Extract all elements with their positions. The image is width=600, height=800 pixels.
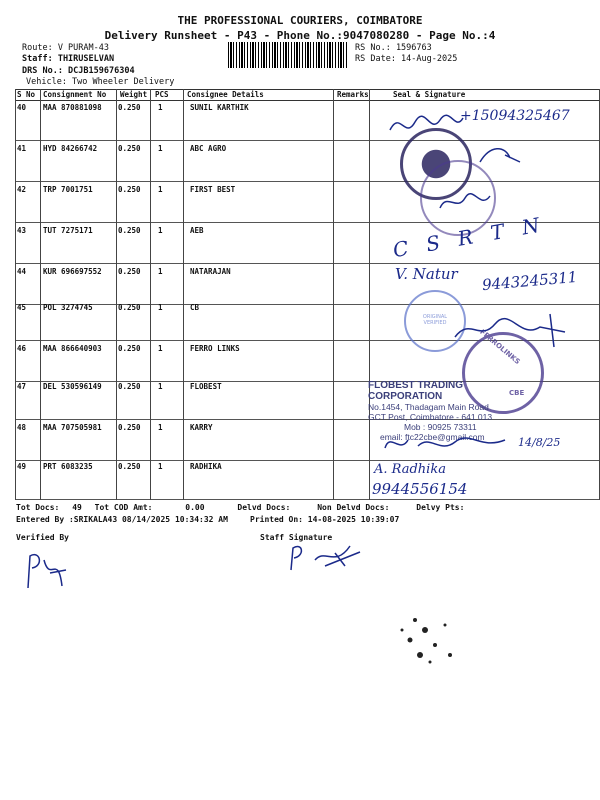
signature-row41 — [475, 140, 525, 170]
row-pcs: 1 — [158, 462, 163, 471]
company-title: THE PROFESSIONAL COURIERS, COIMBATORE — [177, 14, 423, 27]
footer-totals-line — [16, 503, 464, 512]
tot-docs-label: Tot Docs: — [16, 503, 60, 512]
signature-row48 — [380, 430, 510, 458]
column-divider — [183, 89, 184, 500]
col-seal-signature: Seal & Signature — [393, 90, 466, 99]
verified-by-label: Verified By — [16, 533, 69, 542]
row-weight: 0.250 — [118, 303, 141, 312]
row-pcs: 1 — [158, 103, 163, 112]
column-divider — [150, 89, 151, 500]
col-remarks: Remarks — [337, 90, 369, 99]
staff-signature-label: Staff Signature — [260, 533, 333, 542]
row-sno: 48 — [17, 423, 27, 432]
column-divider — [40, 89, 41, 500]
row-sno: 44 — [17, 267, 27, 276]
col-sno: S No — [17, 90, 36, 99]
handwritten-rtn-row43: C S R T N — [391, 211, 548, 263]
handwritten-phone-row49: 9944556154 — [372, 480, 468, 498]
ferrolinks-city: CBE — [509, 389, 525, 397]
row-consignment: KUR 696697552 — [43, 267, 102, 276]
col-consignee: Consignee Details — [187, 90, 264, 99]
column-divider — [333, 89, 334, 500]
tot-cod-value: 0.00 — [185, 503, 205, 512]
verified-by-signature — [20, 548, 70, 593]
table-row — [15, 459, 600, 500]
row-sno: 42 — [17, 185, 27, 194]
row-consignee: SUNIL KARTHIK — [190, 103, 249, 112]
row-weight: 0.250 — [118, 185, 141, 194]
handwritten-date-row48: 14/8/25 — [518, 436, 561, 449]
flobest-email: email: ftc22cbe@gmail.com — [380, 432, 485, 442]
handwritten-phone-row40: +15094325467 — [460, 108, 570, 124]
row-consignment: MAA 707505981 — [43, 423, 102, 432]
row-weight: 0.250 — [118, 423, 141, 432]
row-consignment: MAA 866640903 — [43, 344, 102, 353]
row-pcs: 1 — [158, 144, 163, 153]
handwritten-name-row49: A. Radhika — [374, 462, 446, 477]
row-consignee: RADHIKA — [190, 462, 222, 471]
delvy-pts-label: Delvy Pts: — [416, 503, 465, 512]
rs-date: RS Date: 14-Aug-2025 — [355, 54, 458, 64]
route-label: Route: V PURAM-43 — [22, 43, 109, 53]
row-weight: 0.250 — [118, 144, 141, 153]
vehicle-label: Vehicle: Two Wheeler Delivery — [26, 77, 175, 87]
row-weight: 0.250 — [118, 267, 141, 276]
col-consignment: Consignment No — [43, 90, 107, 99]
ferrolinks-text: FERROLINKS — [478, 327, 522, 367]
row-pcs: 1 — [158, 303, 163, 312]
staff-signature — [285, 538, 365, 573]
row-sno: 40 — [17, 103, 27, 112]
column-divider — [116, 89, 117, 500]
row-sno: 45 — [17, 303, 27, 312]
row-consignment: DEL 530596149 — [43, 382, 102, 391]
row-consignee: KARRY — [190, 423, 213, 432]
col-weight: Weight — [120, 90, 148, 99]
drs-number: DRS No.: DCJB159676304 — [22, 66, 135, 76]
rs-number: RS No.: 1596763 — [355, 43, 432, 53]
row-weight: 0.250 — [118, 462, 141, 471]
row-consignee: FIRST BEST — [190, 185, 236, 194]
flobest-address-line2: GCT Post, Coimbatore - 641 013 — [368, 412, 493, 422]
row-pcs: 1 — [158, 382, 163, 391]
handwritten-phone-row44: 9443245311 — [481, 267, 579, 295]
signature-row40 — [385, 110, 465, 140]
entered-by: Entered By :SRIKALA43 08/14/2025 10:34:32 AM — [16, 515, 228, 524]
tot-cod-label: Tot COD Amt: — [94, 503, 153, 512]
row-weight: 0.250 — [118, 344, 141, 353]
barcode-image — [228, 42, 348, 68]
row-sno: 49 — [17, 462, 27, 471]
handwritten-name-row44: V. Natur — [395, 265, 458, 283]
row-consignee: ABC AGRO — [190, 144, 227, 153]
original-verified-text: ORIGINAL VERIFIED — [422, 314, 448, 326]
non-delvd-docs-label: Non Delvd Docs: — [317, 503, 390, 512]
delvd-docs-label: Delvd Docs: — [237, 503, 291, 512]
row-weight: 0.250 — [118, 103, 141, 112]
col-pcs: PCS — [155, 90, 169, 99]
row-sno: 46 — [17, 344, 27, 353]
row-sno: 47 — [17, 382, 27, 391]
row-sno: 43 — [17, 226, 27, 235]
row-pcs: 1 — [158, 267, 163, 276]
row-consignee: FERRO LINKS — [190, 344, 240, 353]
row-consignment: POL 3274745 — [43, 303, 93, 312]
row-consignment: HYD 84266742 — [43, 144, 98, 153]
staff-label: Staff: THIRUSELVAN — [22, 54, 115, 64]
flobest-mobile: Mob : 90925 73311 — [404, 422, 477, 432]
column-divider — [15, 89, 16, 500]
row-consignment: TRP 7001751 — [43, 185, 93, 194]
row-consignment: PRT 6083235 — [43, 462, 93, 471]
row-weight: 0.250 — [118, 382, 141, 391]
row-consignee: NATARAJAN — [190, 267, 231, 276]
signature-row45 — [450, 312, 570, 352]
printed-on: Printed On: 14-08-2025 10:39:07 — [250, 515, 400, 524]
row-consignment: MAA 870881098 — [43, 103, 102, 112]
row-pcs: 1 — [158, 185, 163, 194]
flobest-name: FLOBEST TRADING CORPORATION — [368, 380, 463, 402]
ink-blot-marks — [390, 600, 470, 670]
row-sno: 41 — [17, 144, 27, 153]
row-pcs: 1 — [158, 423, 163, 432]
row-consignee: FLOBEST — [190, 382, 222, 391]
row-consignee: CB — [190, 303, 200, 312]
row-pcs: 1 — [158, 226, 163, 235]
row-weight: 0.250 — [118, 226, 141, 235]
row-consignment: TUT 7275171 — [43, 226, 93, 235]
row-pcs: 1 — [158, 344, 163, 353]
flobest-address-line1: No.1454, Thadagam Main Road — [368, 402, 489, 412]
runsheet-subtitle: Delivery Runsheet - P43 - Phone No.:9047080280 - Page No.:4 — [104, 29, 496, 42]
signature-row42 — [435, 190, 495, 215]
row-consignee: AEB — [190, 226, 204, 235]
tot-docs-value: 49 — [72, 503, 82, 512]
